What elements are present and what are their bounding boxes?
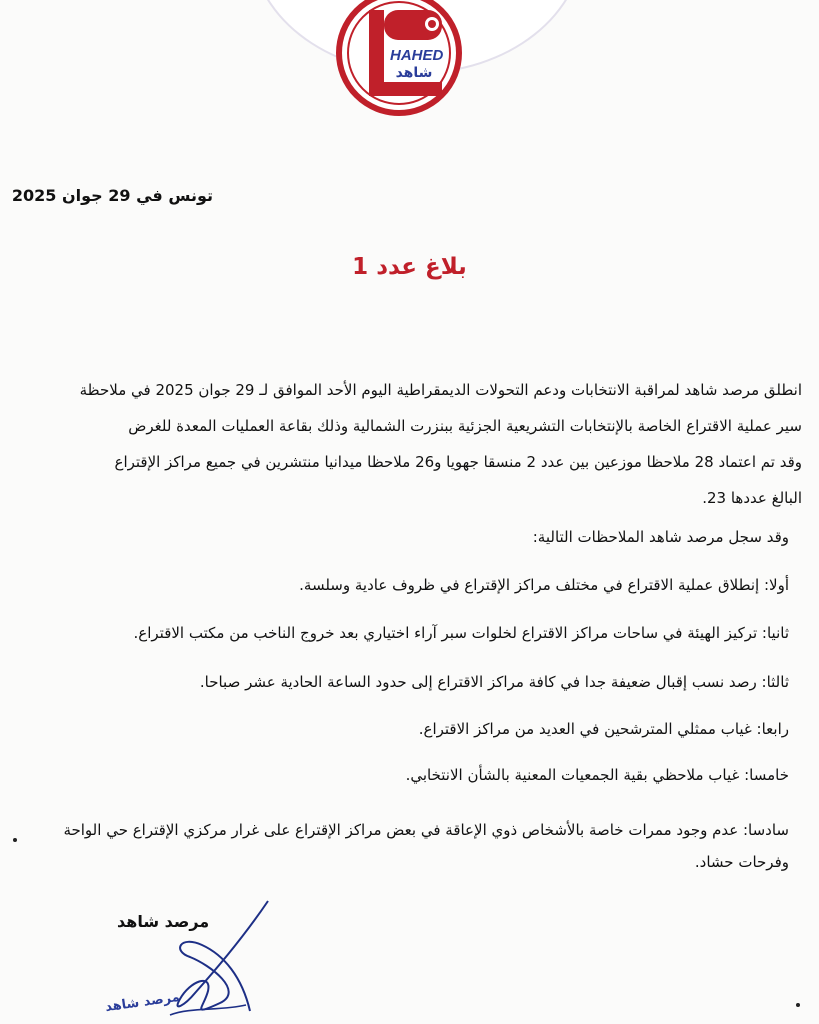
logo-arabic-text: شاهد	[395, 65, 433, 81]
intro-line: البالغ عددها 23.	[702, 489, 802, 507]
scan-mark	[13, 838, 17, 842]
observation-item: سادسا: عدم وجود ممرات خاصة بالأشخاص ذوي الإعاقة في بعض مراكز الإقتراع على غرار مركزي الإقتراع حي الواحة وفرحات حشاد.	[63, 821, 789, 871]
intro-line: سير عملية الاقتراع الخاصة بالإنتخابات التشريعية الجزئية ببنزرت الشمالية وذلك بقاعة العمليات المعدة للغرض	[128, 417, 802, 435]
stamp-text: مرصد شاهد	[104, 989, 181, 1016]
intro-paragraph	[72, 372, 802, 516]
intro-line: انطلق مرصد شاهد لمراقبة الانتخابات ودعم التحولات الديمقراطية اليوم الأحد الموافق لـ 29 جوان 2025 في ملاحظة	[79, 381, 802, 399]
document-title: بلاغ عدد 1	[352, 254, 467, 280]
intro-line: وقد تم اعتماد 28 ملاحظا موزعين بين عدد 2 منسقا جهويا و26 ملاحظا ميدانيا منتشرين في جميع مراكز الإقتراع	[114, 453, 802, 471]
observations-lead: وقد سجل مرصد شاهد الملاحظات التالية:	[532, 528, 789, 546]
observation-item: ثانيا: تركيز الهيئة في ساحات مراكز الاقتراع لخلوات سبر آراء اختياري بعد خروج الناخب من مكتب الاقتراع.	[133, 624, 789, 642]
logo-latin-text: HAHED	[390, 47, 444, 64]
observation-item: خامسا: غياب ملاحظي بقية الجمعيات المعنية بالشأن الانتخابي.	[405, 766, 789, 784]
observation-item: رابعا: غياب ممثلي المترشحين في العديد من مراكز الاقتراع.	[418, 720, 789, 738]
observation-item: ثالثا: رصد نسب إقبال ضعيفة جدا في كافة مراكز الاقتراع إلى حدود الساعة الحادية عشر صباحا.	[199, 673, 789, 691]
observation-item: أولا: إنطلاق عملية الاقتراع في مختلف مراكز الإقتراع في ظروف عادية وسلسة.	[299, 576, 789, 594]
chahed-logo	[334, 0, 464, 118]
signature-title: مرصد شاهد	[117, 912, 210, 931]
document-date: تونس في 29 جوان 2025	[11, 186, 213, 205]
scan-mark	[796, 1003, 800, 1007]
